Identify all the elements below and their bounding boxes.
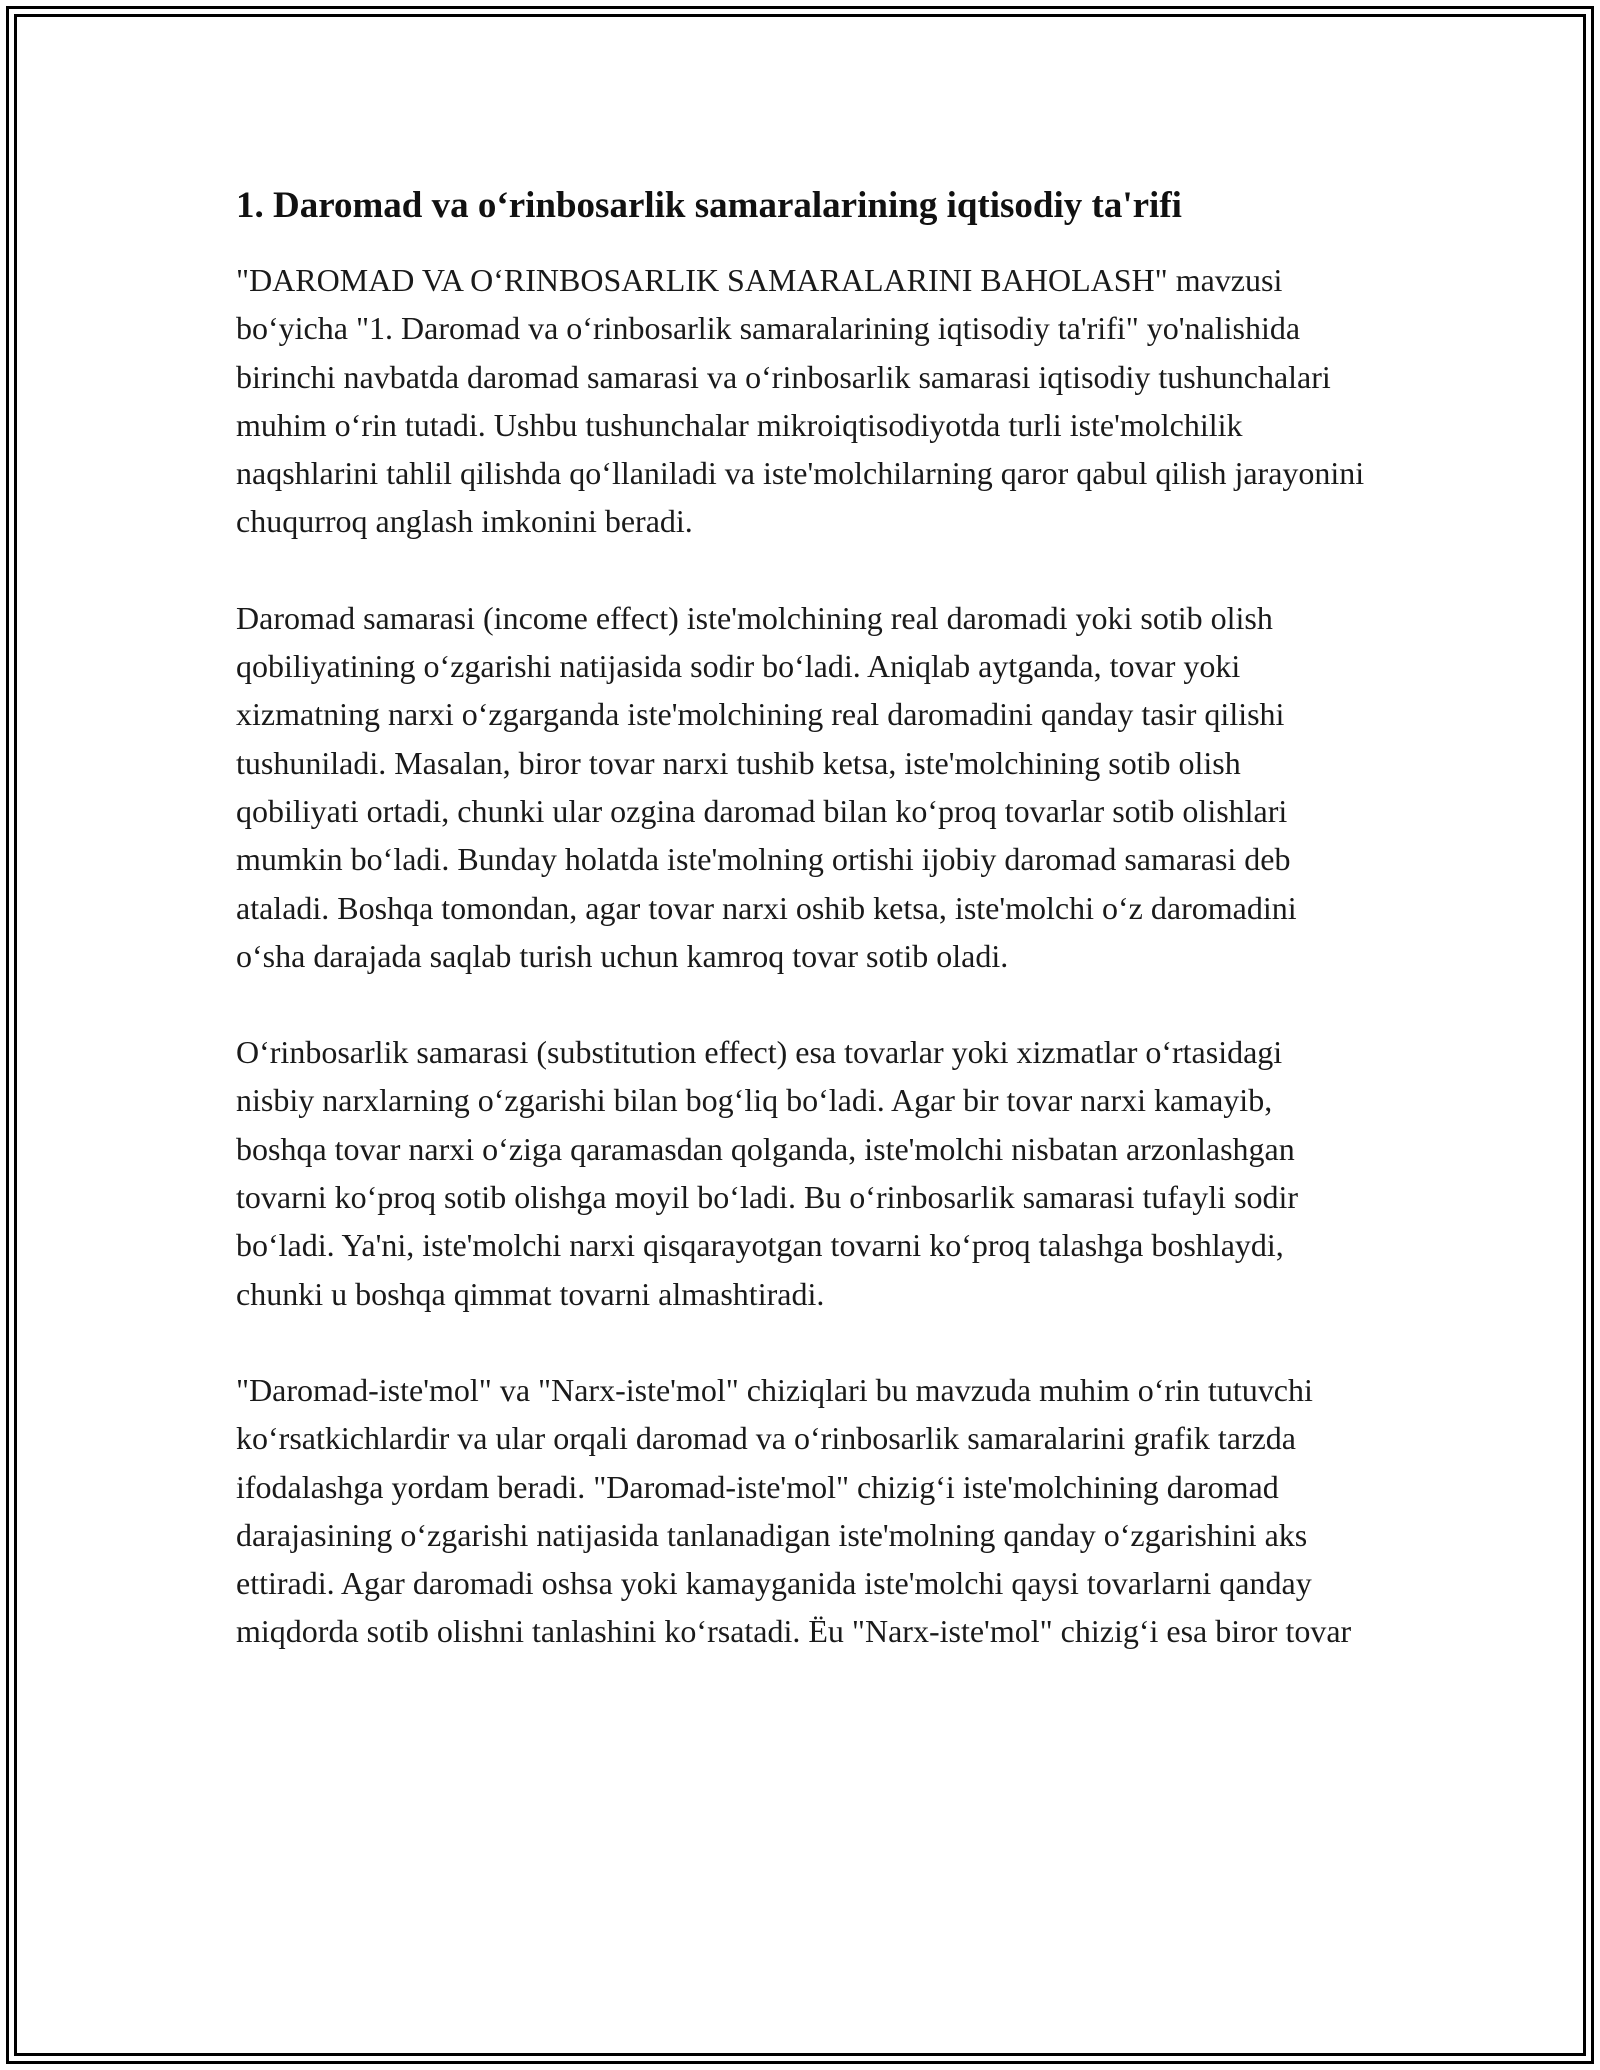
paragraph-substitution-effect: O‘rinbosarlik samarasi (substitution effect) esa tovarlar yoki xizmatlar o‘rtasidagi nisbiy narxlarning o‘zgarishi bilan bog‘liq bo‘ladi. Agar bir tovar narxi kamayib, boshqa tovar narxi o‘ziga qaramasdan qolganda, iste'molchi nisbatan arzonlashgan tovarni ko‘proq sotib olishga moyil bo‘ladi. Bu o‘rinbosarlik samarasi tufayli sodir bo‘ladi. Ya'ni, iste'molchi narxi qisqarayotgan tovarni ko‘proq talashga boshlaydi, chunki u boshqa qimmat tovarni almashtiradi. (236, 1034, 1299, 1312)
document-body (236, 182, 1366, 1704)
paragraph-consumption-curves: "Daromad-iste'mol" va "Narx-iste'mol" chiziqlari bu mavzuda muhim o‘rin tutuvchi ko‘rsatkichlardir va ular orqali daromad va o‘rinbosarlik samaralarini grafik tarzda ifodalashga yordam beradi. "Daromad-iste'mol" chizig‘i iste'molchining daromad darajasining o‘zgarishi natijasida tanlanadigan iste'molning qanday o‘zgarishini aks ettiradi. Agar daromadi oshsa yoki kamayganida iste'molchi qaysi tovarlarni qanday miqdorda sotib olishni tanlashini ko‘rsatadi. Ëu "Narx-iste'mol" chizig‘i esa biror tovar (236, 1371, 1352, 1650)
section-heading: 1. Daromad va o‘rinbosarlik samaralarining iqtisodiy ta'rifi (236, 185, 1182, 226)
paragraph-intro: "DAROMAD VA O‘RINBOSARLIK SAMARALARINI BAHOLASH" mavzusi bo‘yicha "1. Daromad va o‘rinbosarlik samaralarining iqtisodiy ta'rifi" yo'nalishida birinchi navbatda daromad samarasi va o‘rinbosarlik samarasi iqtisodiy tushunchalari muhim o‘rin tutadi. Ushbu tushunchalar mikroiqtisodiyotda turli iste'molchilik naqshlarini tahlil qilishda qo‘llaniladi va iste'molchilarning qaror qabul qilish jarayonini chuqurroq anglash imkonini beradi. (236, 262, 1365, 540)
paragraph-income-effect: Daromad samarasi (income effect) iste'molchining real daromadi yoki sotib olish qobiliyatining o‘zgarishi natijasida sodir bo‘ladi. Aniqlab aytganda, tovar yoki xizmatning narxi o‘zgarganda iste'molchining real daromadini qanday tasir qilishi tushuniladi. Masalan, biror tovar narxi tushib ketsa, iste'molchining sotib olish qobiliyati ortadi, chunki ular ozgina daromad bilan ko‘proq tovarlar sotib olishlari mumkin bo‘ladi. Bunday holatda iste'molning ortishi ijobiy daromad samarasi deb ataladi. Boshqa tomondan, agar tovar narxi oshib ketsa, iste'molchi o‘z daromadini o‘sha darajada saqlab turish uchun kamroq tovar sotib oladi. (236, 599, 1297, 974)
